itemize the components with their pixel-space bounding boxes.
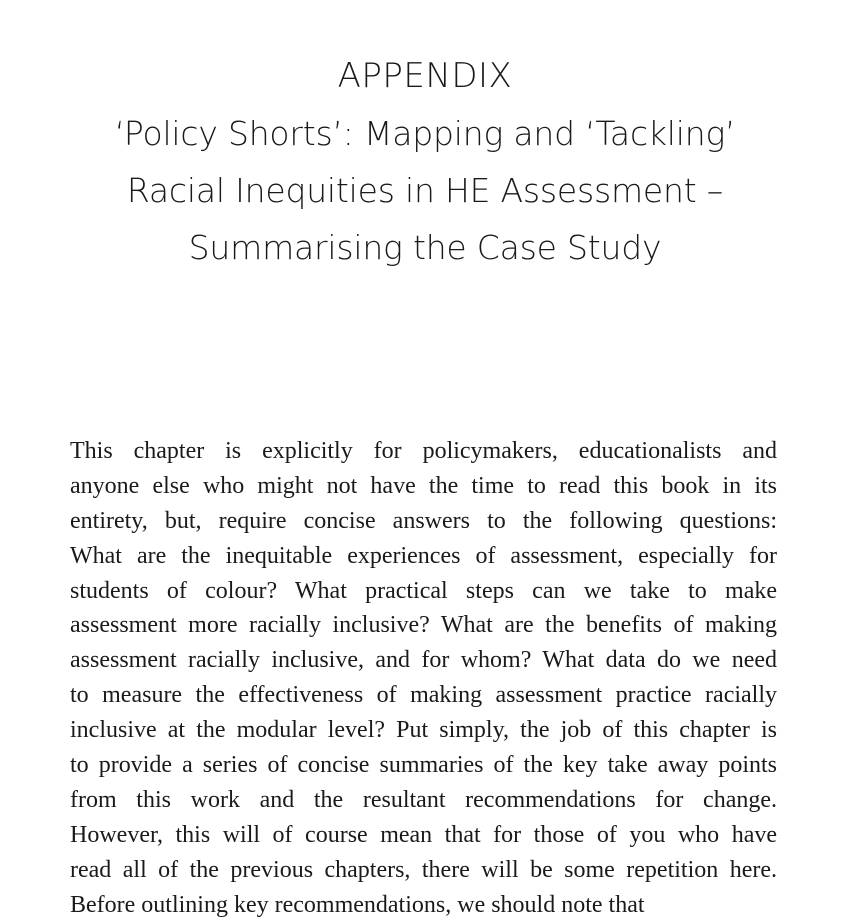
- paragraph-line: students of colour? What practical steps can we take to make: [70, 577, 777, 604]
- paragraph-line: assessment more racially inclusive? What are the benefits of making: [70, 612, 777, 639]
- paragraph-line: to measure the effectiveness of making assessment practice racially: [70, 682, 777, 709]
- chapter-title-line-2: Racial Inequities in HE Assessment –: [126, 171, 724, 210]
- chapter-title-line-1: ‘Policy Shorts’: Mapping and ‘Tackling’: [114, 114, 736, 153]
- paragraph-line: inclusive at the modular level? Put simply, the job of this chapter is: [70, 717, 777, 744]
- paragraph-line: entirety, but, require concise answers to the following questions:: [70, 507, 777, 534]
- paragraph-line: What are the inequitable experiences of assessment, especially for: [70, 542, 777, 569]
- paragraph-line: However, this will of course mean that for those of you who have: [70, 821, 777, 848]
- paragraph-line: assessment racially inclusive, and for whom? What data do we need: [70, 647, 777, 674]
- paragraph-line: This chapter is explicitly for policymakers, educationalists and: [70, 438, 777, 464]
- appendix-label: APPENDIX: [337, 56, 513, 96]
- chapter-title-line-3: Summarising the Case Study: [188, 228, 662, 267]
- paragraph-line: anyone else who might not have the time to read this book in its: [70, 472, 777, 499]
- paragraph-line: read all of the previous chapters, there will be some repetition here.: [70, 856, 777, 883]
- paragraph-line: to provide a series of concise summaries of the key take away points: [70, 752, 777, 779]
- paragraph-line: from this work and the resultant recommendations for change.: [70, 786, 777, 813]
- body-paragraph: [70, 434, 777, 922]
- paragraph-line-cut-off: Before outlining key recommendations, we should note that: [70, 891, 645, 918]
- chapter-heading: [0, 48, 850, 276]
